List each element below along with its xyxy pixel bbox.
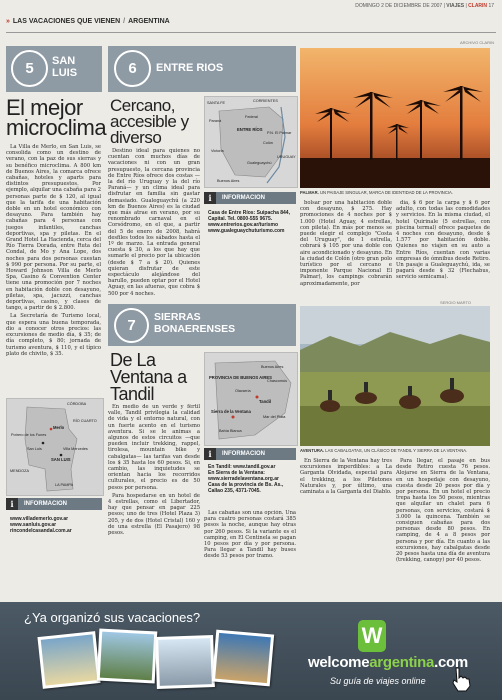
map-label: CORRIENTES (253, 99, 278, 103)
palm-scene (300, 48, 490, 188)
san-luis-number: 5 (11, 50, 48, 87)
map-label: LA PAMPA (55, 483, 74, 487)
map-label: URUGUAY (277, 155, 296, 159)
info-link[interactable]: En Tandil: www.tandil.gov.ar (208, 464, 276, 470)
article-paragraph: La Villa de Merlo, en San Luis, se consolida como un destino de verano, con la paz de sus sierras y su benéfico microclima. A 800 km de Buenos Aires, la comarca ofrece cabañas, hoteles y aparts para distintos presupuestos. Por ejemplo, alquilar una cabaña para 2 personas parte de $ 120, al igual que la tarifa de una habitación doble en un hotel económico con desayuno. Para también hay cabañas para 4 personas con juegos infantiles, canchas deportivas, spa y piletas. En el Grand Hotel La Hacienda, cerca del Río Tierra Dorada, entre Ruta del Condal, de Mo y Ana Lope, dos noches para dos personas cuestan $ 990 por persona. Por su parte, el Howard Johnson Villa de Merlo Spa, Casino & Convention Center tiene una promoción por 7 noches en habitación doble con desayuno, piletas, spa, jacuzzi, canchas deportivas, casino, y clases de tango, a partir de $ 2.800. (6, 144, 101, 312)
map-label: ENTRE RÍOS (237, 127, 263, 132)
entre-rios-headline: Cercano, accesible y diverso (110, 96, 189, 147)
map-label: SANTA FE (207, 101, 226, 105)
map-label: Mar del Plata (263, 415, 286, 419)
sierras-region: SIERRAS BONAERENSES (154, 311, 236, 335)
welcome-argentina-logo-icon: W (358, 620, 386, 652)
map-label: PROVINCIA DE BUENOS AIRES (209, 375, 272, 380)
entre-rios-body (108, 148, 200, 300)
map-shape (205, 97, 297, 187)
info-label: INFORMACION (24, 501, 67, 507)
postcard-image (37, 631, 100, 689)
article-paragraph: La Secretaría de Turismo local, que espera una buena temporada, dio a conocer otros precios: las excursiones de medio día, $ 35; de día completo, $ 80; jornada de turismo aventura, $ 110, y el típico plato de chivito, $ 35. (6, 313, 101, 357)
section-kicker: LAS VACACIONES QUE VIENEN (12, 18, 121, 25)
ad-brand[interactable]: welcomeargentina.com (308, 654, 468, 671)
map-label: SAN LUIS (51, 457, 71, 462)
info-link[interactable]: www.gualeguaychuturismo.com (208, 228, 285, 234)
map-label: RÍO CUARTO (73, 419, 97, 423)
san-luis-body (6, 144, 101, 394)
section-arrows-icon: » (6, 18, 10, 25)
map-label: Merlo (53, 425, 65, 430)
article-paragraph: En medio de un verde y fértil valle, Tandil privilegia la calidad de vida y el entorno natural, con un fuerte acento en el turismo aventura. Si se le animas a algunos de estos circuitos —que pueden incluir trekking, rappel, tirolesa, mountain bike y cabalgatas— las tarifas van desde los $ 35 hasta los 60 pesos. Si, en cambio, las inquietudes se orientan hacia los recorridos culturales, el precio es de 50 pesos por persona. (108, 404, 200, 491)
map-shape (7, 399, 103, 495)
map-label: Olavarría (235, 389, 251, 393)
info-label: INFORMACION (222, 451, 265, 457)
section-category: ARGENTINA (128, 18, 170, 25)
map-label: Buenos Aires (217, 179, 240, 183)
sierras-body-cont-1 (204, 510, 296, 586)
article-paragraph: día, $ 6 por la carpa y $ 6 por adulto, con todas las comodidades y servicios. En la misma ciudad, el hotel Quirinale (5 estrellas, con piscina termal) ofrece paquetes de 4 noches con desayuno, desde $ 1.577 por habitación doble. Quienes no viajen en su auto a Entre Ríos, cuentan con varias empresas de ómnibus desde Retiro. Un pasaje a Gualeguaychú, ida, se pagará desde $ 32 (Flechabus, servicio semicama). (396, 200, 490, 281)
sierras-body-cont-2 (300, 458, 392, 586)
map-label: Gualeguaychú (247, 161, 272, 165)
info-icon: i (204, 448, 216, 460)
map-label: Tandil (259, 399, 272, 404)
map-label: Victoria (211, 149, 224, 153)
entre-rios-map (204, 96, 298, 188)
article-paragraph: Para llegar, el pasaje en bus desde Retiro cuesta 76 pesos. Alojarse en Sierra de la Ventana, en un hospedaje con desayuno, cuesta desde 20 pesos por día y por persona. En un hotel el precio trepa hasta los 50 pesos, mientras que alquilar un chalet para 6 personas, con servicios, costará $ 3.000 la quincena. También se consiguen cabañas para dos personas desde 80 pesos. En camping, de 4 a 8 pesos por persona y por día. En cuanto a las excursiones, hay cabalgatas desde 20 pesos hasta una día de aventura (trekking, canopy) por 40 pesos. (396, 458, 490, 564)
entre-rios-number: 6 (114, 50, 151, 87)
cabalgata-photo (300, 306, 490, 446)
san-luis-headline: El mejor microclima (6, 95, 107, 140)
sierras-body-cont-3 (396, 458, 490, 586)
info-link[interactable]: www.entrerios.gov.ar/turismo (208, 222, 279, 228)
map-label: Bahía Blanca (219, 429, 242, 433)
san-luis-info (10, 516, 102, 534)
map-label: MENDOZA (10, 469, 29, 473)
article-paragraph: Para hospedarse en un hotel de 4 estrellas, como el Libertador, hay que pensar en pagar 225 pesos; uno de tres (Hotel Plaza 3) 205, y de dos (Hotel Cristal) 160 y de una estrella (El Pasajero) 98 pesos. (108, 492, 200, 537)
article-paragraph: En Sierra de la Ventana hay tres excursiones imperdibles: a La Garganta Olvidada, especial para el trekking, a los Piletones Naturales y, por último, una caminata a la Garganta del Diablo. (300, 458, 392, 496)
entre-rios-body-cont-2 (396, 200, 490, 295)
sierras-info (208, 464, 296, 494)
hand-cursor-icon (450, 666, 472, 692)
info-link[interactable]: rincondelcasandal.com.ar (10, 528, 72, 534)
info-icon: i (6, 498, 18, 510)
postcard-image (212, 630, 274, 687)
info-line: Casa de Entre Ríos: Suipacha 844, Capital. Tel. 0800-555 9675. (208, 210, 290, 222)
map-label: Paraná (209, 119, 222, 123)
cabalgata-caption: AVENTURA. LAS CABALGATAS, UN CLÁSICO DE TANDIL Y SIERRA DE LA VENTANA. (300, 448, 468, 453)
article-paragraph: bolsar por una habitación doble con desayuno, $ 275. Hay promociones de 4 noches por $ 1.000 (Hotel Aguay, 4 estrellas, con pileta). En más por menos se puede elegir el complejo "Costa del Uruguay", de 1 estrella, cobrará $ 105 por una doble con aire acondicionado y desayuno. En la ciudad de Colón (otro gran polo turístico por el cercano e imponente Parque Nacional El Palmar), los campings cobrarán aproximadamente, por (300, 200, 392, 287)
photo-credit: ARCHIVO CLARIN (459, 40, 494, 45)
horse-scene (300, 306, 490, 446)
article-paragraph: Destino ideal para quienes no cuentan con muchos días de vacaciones ni con un gran presupuesto, la cercana provincia de Entre Ríos ofrece dos costas —la del río Uruguay y la del río Paraná— y un clima ideal para disfrutar en familia sin gastar demasiado. Gualeguaychú (a 220 km de Buenos Aires) es la ciudad que más atrae en verano, por su renombrado carnaval en el Corsódromo, en el que, a partir del 5 de enero de 2008, habrá desfiles todos los sábados hasta el 1º de marzo. La entrada general cuesta $ 30, a los que hay que sumarle el precio por la ubicación (desde $ 7 a $ 20). Quienes quieran disfrutar de este espectáculo alejándose del barullo, pueden optar por el Hotel Aguay, en las afueras, que cobra $ 500 por 4 noches. (108, 148, 200, 297)
map-label: P.N. El Palmar (267, 131, 292, 135)
section-bar: » LAS VACACIONES QUE VIENEN / ARGENTINA (6, 18, 496, 33)
sierras-number: 7 (114, 308, 149, 343)
entre-rios-info (208, 210, 296, 234)
sierras-map (204, 352, 298, 446)
map-label: Chascomús (267, 379, 288, 383)
map-label: Sierra de la Ventana (211, 409, 251, 414)
ad-tagline: Su guía de viajes online (330, 676, 426, 686)
map-label: Villa Mercedes (63, 447, 88, 451)
ad-question: ¿Ya organizó sus vacaciones? (24, 610, 201, 625)
welcome-argentina-ad[interactable] (0, 602, 502, 700)
info-line: Casa de la provincia de Bs. As., Callao 235, 4371-7045. (208, 482, 284, 494)
postcard-image (97, 629, 158, 684)
entre-rios-body-cont (300, 200, 392, 295)
san-luis-info-bar (6, 498, 102, 510)
entre-rios-info-bar (204, 192, 296, 204)
info-icon: i (204, 192, 216, 204)
page-date: DOMINGO 2 DE DICIEMBRE DE 2007 | VIAJES | CLARIN 17 (355, 3, 494, 9)
sierras-headline: De La Ventana a Tandil (110, 350, 187, 404)
sierras-body (108, 404, 200, 584)
info-link[interactable]: www.sanluis.gov.ar (10, 522, 57, 528)
map-label: Federal (245, 115, 258, 119)
sierras-info-bar (204, 448, 296, 460)
info-label: INFORMACION (222, 195, 265, 201)
map-label: Colón (263, 141, 273, 145)
palmar-caption: PALMAR. UN PAISAJE SINGULAR, MARCA DE IDENTIDAD DE LA PROVINCIA. (300, 190, 453, 195)
map-label: CÓRDOBA (67, 402, 87, 406)
map-label: Potrero de los Funes (11, 433, 47, 437)
article-paragraph: Las cabañas son una opción. Una para cuatro personas costará 385 pesos la noche, aunque hay otras por 260 pesos. Si la variante es el camping, en El Centinela se pagan 10 pesos por día y por persona. Para llegar a Tandil hay buses desde 53 pesos por tramo. (204, 510, 296, 560)
info-link[interactable]: www.villademerlo.gov.ar (10, 516, 69, 522)
palmar-photo (300, 48, 490, 188)
page-header (0, 0, 502, 10)
san-luis-map (6, 398, 104, 496)
map-label: San Luis (27, 447, 42, 451)
san-luis-region: SAN LUIS (52, 55, 78, 79)
info-link[interactable]: En Sierra de la Ventana: www.sierradelaventana.org.ar (208, 470, 279, 482)
postcard-image (155, 635, 215, 689)
entre-rios-region: ENTRE RIOS (156, 62, 224, 74)
sierras-photo-credit: SERGIO MARTO (440, 300, 471, 305)
map-label: Buenos Aires (261, 365, 284, 369)
